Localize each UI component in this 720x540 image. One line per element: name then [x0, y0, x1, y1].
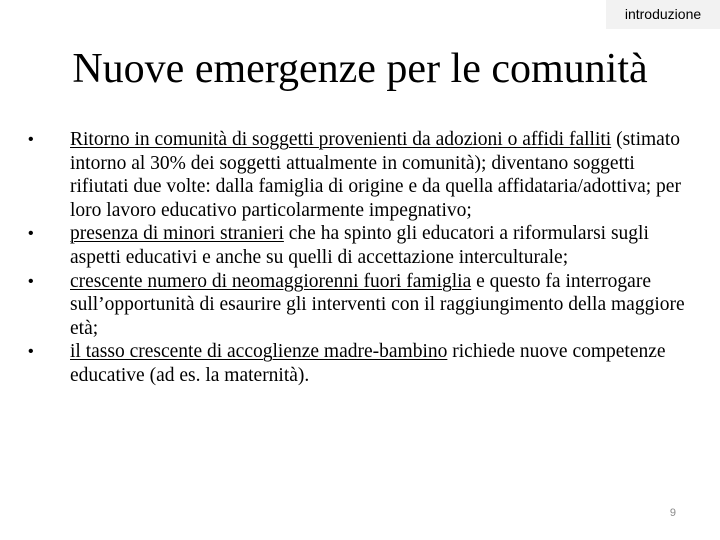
- bullet-item-2: [28, 222, 688, 269]
- bullet-text: richiede nuove competenze educative (ad es. la maternità).: [70, 341, 666, 386]
- section-tag: introduzione: [606, 0, 720, 29]
- bullet-dot-icon: •: [28, 131, 34, 148]
- bullet-dot-icon: •: [28, 225, 34, 243]
- bullet-highlight: il tasso crescente di accoglienze madre-bambino: [70, 341, 448, 363]
- bullet-item-1: [28, 128, 688, 222]
- bullet-highlight: Ritorno in comunità di soggetti provenienti da adozioni o affidi falliti: [70, 129, 612, 150]
- bullet-dot-icon: •: [28, 272, 34, 290]
- page-number: 9: [669, 507, 676, 519]
- bullet-highlight: presenza di minori stranieri: [70, 223, 284, 245]
- bullet-list: [28, 128, 688, 388]
- bullet-item-3: [28, 270, 688, 341]
- bullet-text: e questo fa interrogare sull’opportunità di esaurire gli interventi con il raggiungimento della maggiore età;: [70, 270, 685, 339]
- slide-title: Nuove emergenze per le comunità: [72, 46, 648, 92]
- bullet-text: che ha spinto gli educatori a riformularsi sugli aspetti educativi e anche su quelli di accettazione interculturale;: [70, 223, 649, 268]
- bullet-highlight: crescente numero di neomaggiorenni fuori famiglia: [70, 270, 472, 292]
- bullet-dot-icon: •: [28, 343, 34, 361]
- bullet-item-4: [28, 340, 688, 387]
- bullet-text: (stimato intorno al 30% dei soggetti attualmente in comunità); diventano soggetti rifiutati due volte: dalla famiglia di origine e da quella affidataria/adottiva; per loro lavoro educativo particolarmente impegnativo;: [70, 129, 681, 221]
